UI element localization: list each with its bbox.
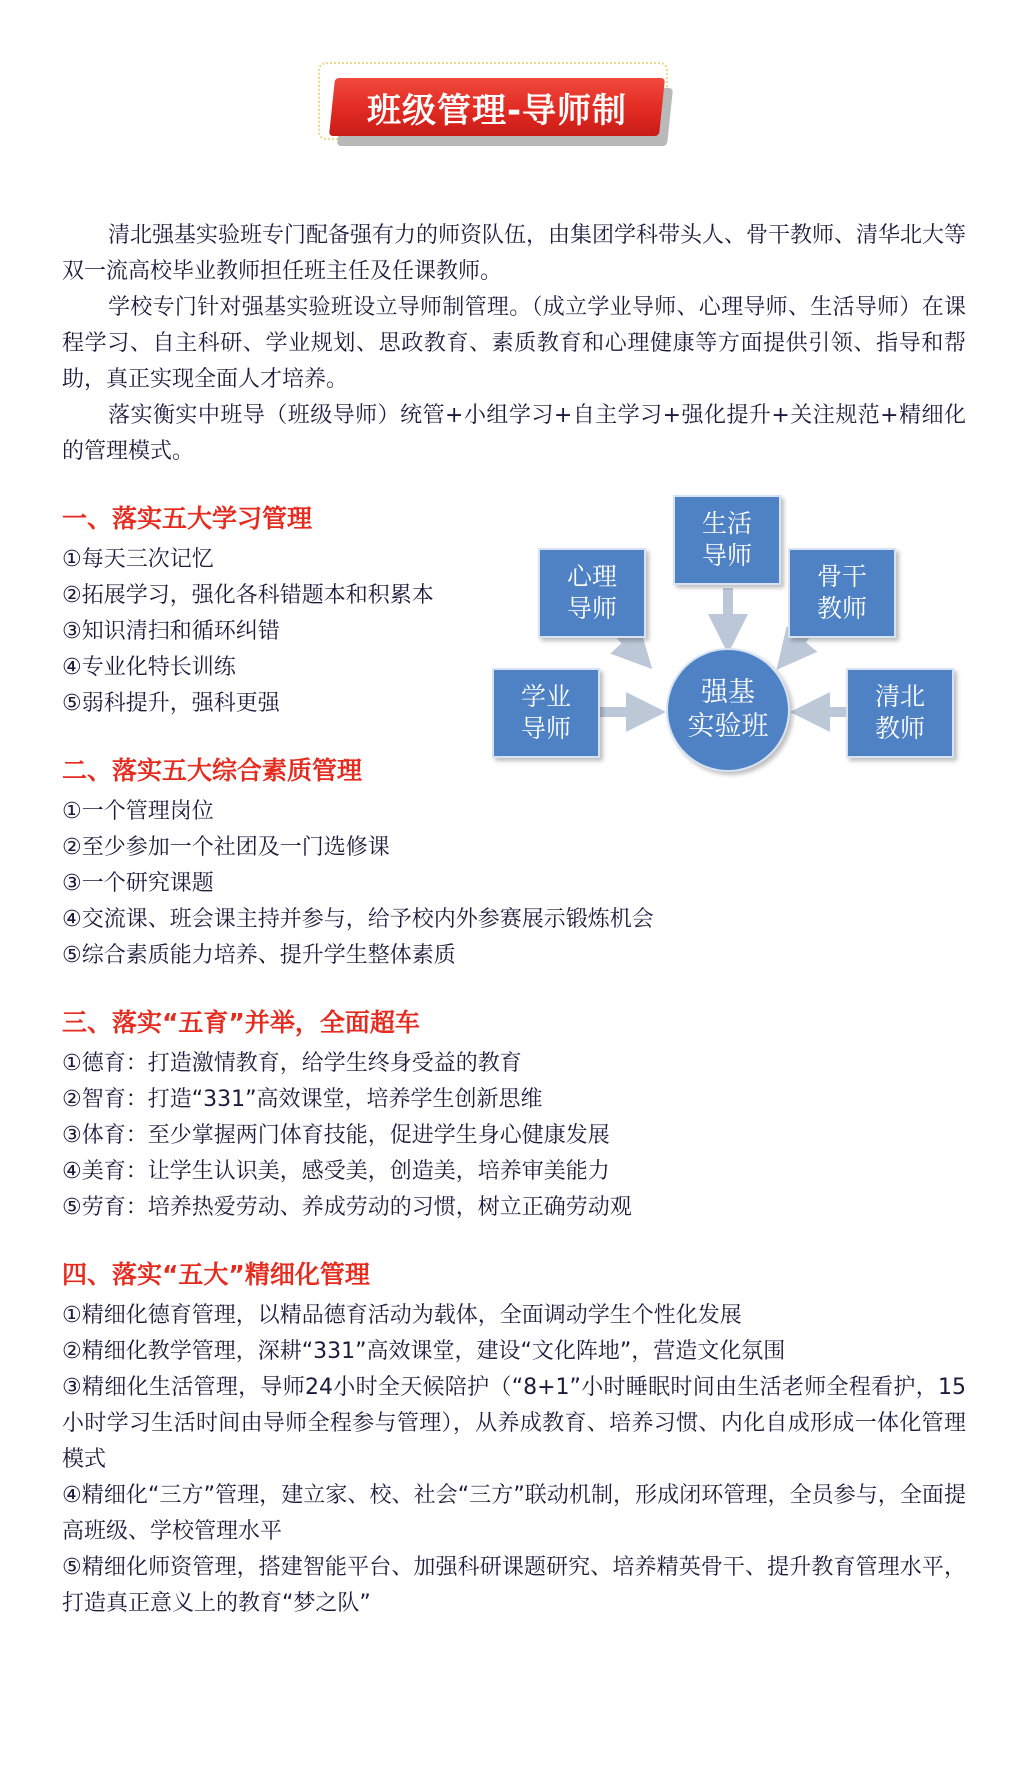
banner-ribbon [329, 78, 665, 136]
list-item: ⑤精细化师资管理，搭建智能平台、加强科研课题研究、培养精英骨干、提升教育管理水平，打造真正意义上的教育“梦之队” [62, 1555, 966, 1616]
node-academic-tutor: 学业 导师 [492, 668, 600, 758]
list-item: ④美育：让学生认识美，感受美，创造美，培养审美能力 [62, 1159, 610, 1184]
node-life-tutor: 生活 导师 [673, 495, 781, 585]
tutor-diagram [490, 490, 960, 780]
list-item: ③体育：至少掌握两门体育技能，促进学生身心健康发展 [62, 1123, 610, 1148]
list-item: ③知识清扫和循环纠错 [62, 619, 280, 644]
list-item: ②智育：打造“331”高效课堂，培养学生创新思维 [62, 1087, 543, 1112]
list-item: ①一个管理岗位 [62, 799, 214, 824]
node-backbone-teacher: 骨干 教师 [788, 548, 896, 638]
list-item: ②至少参加一个社团及一门选修课 [62, 835, 390, 860]
section-heading: 四、落实“五大”精细化管理 [62, 1260, 370, 1289]
list-item: ①每天三次记忆 [62, 547, 214, 572]
list-item: ⑤劳育：培养热爱劳动、养成劳动的习惯，树立正确劳动观 [62, 1195, 632, 1220]
section-heading: 二、落实五大综合素质管理 [62, 756, 363, 785]
intro-paragraph-3: 落实衡实中班导（班级导师）统管+小组学习+自主学习+强化提升+关注规范+精细化的管理模式。 [62, 403, 966, 464]
list-item: ①精细化德育管理，以精品德育活动为载体，全面调动学生个性化发展 [62, 1303, 742, 1328]
list-item: ③一个研究课题 [62, 871, 214, 896]
intro-text [62, 218, 966, 470]
list-item: ②拓展学习，强化各科错题本和积累本 [62, 583, 434, 608]
list-item: ④精细化“三方”管理，建立家、校、社会“三方”联动机制，形成闭环管理，全员参与，全面提高班级、学校管理水平 [62, 1483, 966, 1544]
list-item: ②精细化教学管理，深耕“331”高效课堂，建设“文化阵地”，营造文化氛围 [62, 1339, 786, 1364]
intro-paragraph-1: 清北强基实验班专门配备强有力的师资队伍，由集团学科带头人、骨干教师、清华北大等双一流高校毕业教师担任班主任及任课教师。 [62, 223, 967, 284]
list-item: ④专业化特长训练 [62, 655, 236, 680]
node-qingbei-teacher: 清北 教师 [846, 668, 954, 758]
list-item: ④交流课、班会课主持并参与，给予校内外参赛展示锻炼机会 [62, 907, 654, 932]
section-quality-management [62, 752, 966, 974]
node-psych-tutor: 心理 导师 [538, 548, 646, 638]
intro-paragraph-2: 学校专门针对强基实验班设立导师制管理。（成立学业导师、心理导师、生活导师）在课程学习、自主科研、学业规划、思政教育、素质教育和心理健康等方面提供引领、指导和帮助，真正实现全面人才培养。 [62, 295, 966, 392]
section-study-management [62, 500, 532, 722]
list-item: ⑤弱科提升，强科更强 [62, 691, 280, 716]
list-item: ①德育：打造激情教育，给学生终身受益的教育 [62, 1051, 522, 1076]
section-heading: 三、落实“五育”并举，全面超车 [62, 1008, 420, 1037]
node-center-class: 强基 实验班 [666, 648, 790, 772]
section-heading: 一、落实五大学习管理 [62, 504, 313, 533]
page-title: 班级管理-导师制 [366, 90, 628, 131]
list-item: ③精细化生活管理，导师24小时全天候陪护（“8+1”小时睡眠时间由生活老师全程看护，15小时学习生活时间由导师全程参与管理），从养成教育、培养习惯、内化自成形成一体化管理模式 [62, 1375, 966, 1472]
list-item: ⑤综合素质能力培养、提升学生整体素质 [62, 943, 456, 968]
section-refined-management [62, 1256, 966, 1622]
section-five-educations [62, 1004, 966, 1226]
title-banner [318, 62, 676, 150]
